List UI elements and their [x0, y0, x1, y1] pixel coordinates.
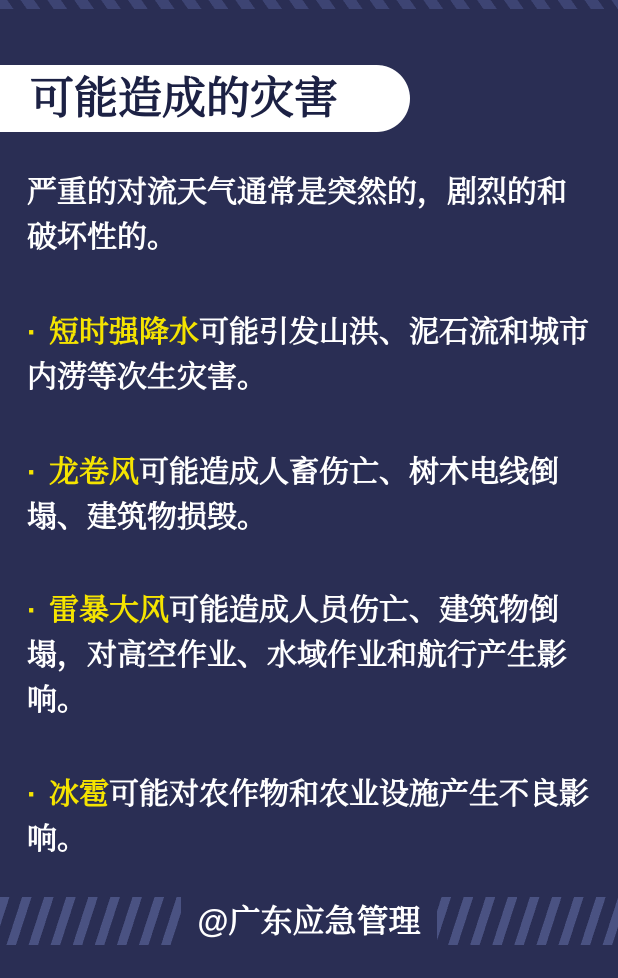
top-stripe-band: [0, 0, 618, 9]
bullet-dot: ·: [27, 316, 37, 349]
bullet-term: 雷暴大风: [49, 594, 169, 627]
bullet-term: 短时强降水: [49, 316, 199, 349]
footer-stripe-band: [0, 897, 618, 945]
bullet-desc: 可能造成人员伤亡、建筑物倒塌，对高空作业、水域作业和航行产生影响。: [27, 594, 567, 717]
bullet-item-thunderstorm-gale: [27, 588, 591, 723]
footer-credit: @广东应急管理: [181, 897, 436, 945]
bullet-item-rainstorm: [27, 310, 591, 400]
intro-text: 严重的对流天气通常是突然的，剧烈的和破坏性的。: [27, 176, 567, 254]
bullet-item-hail: [27, 772, 591, 862]
bullet-desc: 可能对农作物和农业设施产生不良影响。: [27, 778, 589, 856]
page-title: 可能造成的灾害: [30, 73, 338, 123]
bullet-desc: 可能造成人畜伤亡、树木电线倒塌、建筑物损毁。: [27, 456, 559, 534]
bullet-dot: ·: [27, 456, 37, 489]
bullet-term: 冰雹: [49, 778, 109, 811]
title-badge: [0, 65, 410, 132]
bullet-item-tornado: [27, 450, 591, 540]
bullet-desc: 可能引发山洪、泥石流和城市内涝等次生灾害。: [27, 316, 589, 394]
bullet-term: 龙卷风: [49, 456, 139, 489]
bullet-dot: ·: [27, 594, 37, 627]
bullet-dot: ·: [27, 778, 37, 811]
